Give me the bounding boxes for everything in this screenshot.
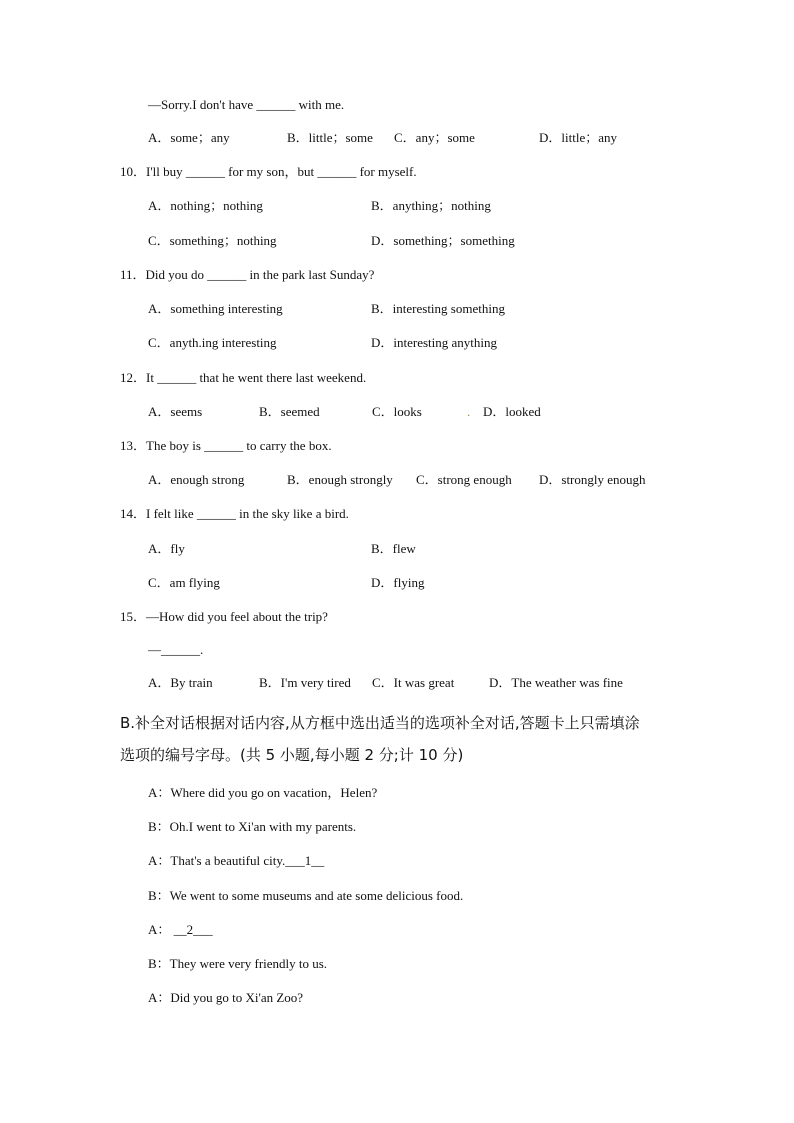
q15-response: —______.	[148, 642, 204, 657]
q15-option-a: A．By train	[148, 675, 213, 690]
q12-option-b: B．seemed	[259, 404, 320, 419]
q10-stem: 10．I'll buy ______ for my son，but ______ for myself.	[120, 164, 417, 179]
q9-response: —Sorry.I don't have ______ with me.	[148, 97, 345, 112]
q15-option-d: D．The weather was fine	[489, 675, 623, 690]
q14-option-a: A．fly	[148, 541, 185, 556]
q11-option-c: C．anyth.ing interesting	[148, 335, 277, 350]
stray-mark: .	[467, 404, 471, 419]
q15-stem: 15．—How did you feel about the trip?	[120, 609, 328, 624]
q13-option-b: B．enough strongly	[287, 472, 393, 487]
q12-option-d: D．looked	[483, 404, 541, 419]
section-b-instructions: 选项的编号字母。(共 5 小题,每小题 2 分;计 10 分)	[120, 746, 464, 764]
q10-option-a: A．nothing；nothing	[148, 198, 263, 213]
q13-option-a: A．enough strong	[148, 472, 245, 487]
q12-option-a: A．seems	[148, 404, 203, 419]
q13-stem: 13．The boy is ______ to carry the box.	[120, 438, 332, 453]
q12-option-c: C．looks	[372, 404, 422, 419]
q15-option-c: C．It was great	[372, 675, 455, 690]
q15-option-b: B．I'm very tired	[259, 675, 351, 690]
q14-option-b: B．flew	[371, 541, 416, 556]
q10-option-d: D．something；something	[371, 233, 515, 248]
dialogue-line-1: A：Where did you go on vacation，Helen?	[148, 785, 378, 800]
q11-option-b: B．interesting something	[371, 301, 505, 316]
dialogue-line-4: B：We went to some museums and ate some delicious food.	[148, 888, 464, 903]
q10-option-b: B．anything；nothing	[371, 198, 491, 213]
q9-option-d: D．little；any	[539, 130, 617, 145]
q10-option-c: C．something；nothing	[148, 233, 277, 248]
q11-option-a: A．something interesting	[148, 301, 283, 316]
q9-option-b: B．little；some	[287, 130, 373, 145]
section-b-heading: B.补全对话根据对话内容,从方框中选出适当的选项补全对话,答题卡上只需填涂	[120, 714, 640, 732]
dialogue-line-3: A：That's a beautiful city.___1__	[148, 853, 325, 868]
q14-option-d: D．flying	[371, 575, 425, 590]
q13-option-c: C．strong enough	[416, 472, 512, 487]
q9-option-a: A．some；any	[148, 130, 230, 145]
q14-option-c: C．am flying	[148, 575, 220, 590]
dialogue-line-7: A：Did you go to Xi'an Zoo?	[148, 990, 304, 1005]
q11-option-d: D．interesting anything	[371, 335, 498, 350]
q13-option-d: D．strongly enough	[539, 472, 646, 487]
dialogue-line-2: B：Oh.I went to Xi'an with my parents.	[148, 819, 357, 834]
dialogue-line-6: B：They were very friendly to us.	[148, 956, 328, 971]
q14-stem: 14．I felt like ______ in the sky like a bird.	[120, 506, 349, 521]
dialogue-line-5: A： __2___	[148, 922, 213, 937]
q12-stem: 12．It ______ that he went there last weekend.	[120, 370, 367, 385]
q11-stem: 11．Did you do ______ in the park last Sunday?	[120, 267, 375, 282]
q9-option-c: C．any；some	[394, 130, 475, 145]
